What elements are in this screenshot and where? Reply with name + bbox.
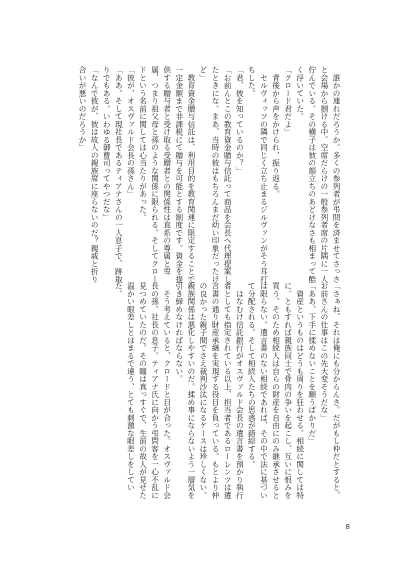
paragraph: 誰かの連れだろうか。多くの参列者が弔問を済ませてさっさと会場から捌ける中、空席だらけの一般参列者席の片隅に一人佇んでいる。その横子は彼の顔立ちのあどけなさも相まって酷く浮いていた。 (295, 66, 341, 283)
paragraph: 「なんで彼が、彼は故人の親族席に座らないのだ？親戚と折り合いが悪いのだろうか」 (78, 66, 100, 283)
paragraph: はなむけ信託銀行がオスヴァルド会長の遺言書を預かり執行者としても指定されている以上、担当者であるローレンツは遺言書の通り財産承継を実現する役目を負っている。もとより仲の良かった親子間でさえ裁判沙汰になるケースは珍しくない。親族関係は悪化しやすいのだ。揉め事にならないよう一層気を引き締めなければならない。 (174, 282, 245, 499)
paragraph: 「お前んとこの教育資金贈与信託って商品を会長へ代理提案したときにな。まあ、当時の彼はもちろんまだ幼い印象だったけど」 (198, 66, 233, 283)
paragraph: 「ああ、下手に揉めないことを願うばかりだ」 (307, 282, 317, 445)
paragraph: 背後から声をかけられ、振り返る。 (271, 66, 281, 198)
paragraph: 「彼が、オスヴァルド会長の孫さん」 (126, 66, 136, 198)
paragraph: 「君、彼を知っているのか？」 (235, 66, 245, 175)
paragraph: 「クロード君だよ」 (283, 66, 293, 136)
paragraph: セルヴィッツの隣で同じく立ち止まるジルヴァンがそう耳打ちした。 (247, 66, 269, 283)
page-number: 8 (345, 523, 350, 531)
paragraph: そう考えていると、クロードと目が合った。オスヴァルド会長の孫。社長の息子。ティアナ氏に向かう弔問客を一心不乱に見つめていたのだ。その瞳は真っすぐで、生前の故人が見せた温かい眼差しとはまるで違う、とても刺激な眼差しをしていた。 (114, 282, 172, 499)
upper-text-block (52, 66, 342, 286)
paragraph: 「ああ。そして現社長であるティアナさんの一人息子で、跡取りでもある。いわゆる御曹司ってやつだな」 (102, 66, 124, 283)
paragraph: 「さぁね、それは俺にも分からんさ。だがもし仲だとすると、お前さんの仕事はこの先大変そうだな」 (319, 282, 341, 499)
lower-text-block (52, 282, 342, 504)
paragraph: 教育資金贈与信託は、利用目的を教育関連に限定することで一定金額まで非課税にて贈与を可能とする制度です。資金を提供する贈与者と受け取る受贈者との関係性は直系の尊属と卑属、つまり祖父母と孫のような関係に限られる。そしてクロードという名前に関しては心当たりがあった。 (138, 66, 196, 283)
paragraph: 資産というものはどうも周りを狂わせる。相続に関しては特に。ともすれば親族同士で骨肉の争いを起こし、互いに恨みを買う。そのため相続人は自らの財産を自由にのみ継承させるとは限らない。遺言書のない相続であれば、その中で法に基づいて分配される。そして相続人たちの思惑が錯綜する。 (247, 282, 305, 499)
